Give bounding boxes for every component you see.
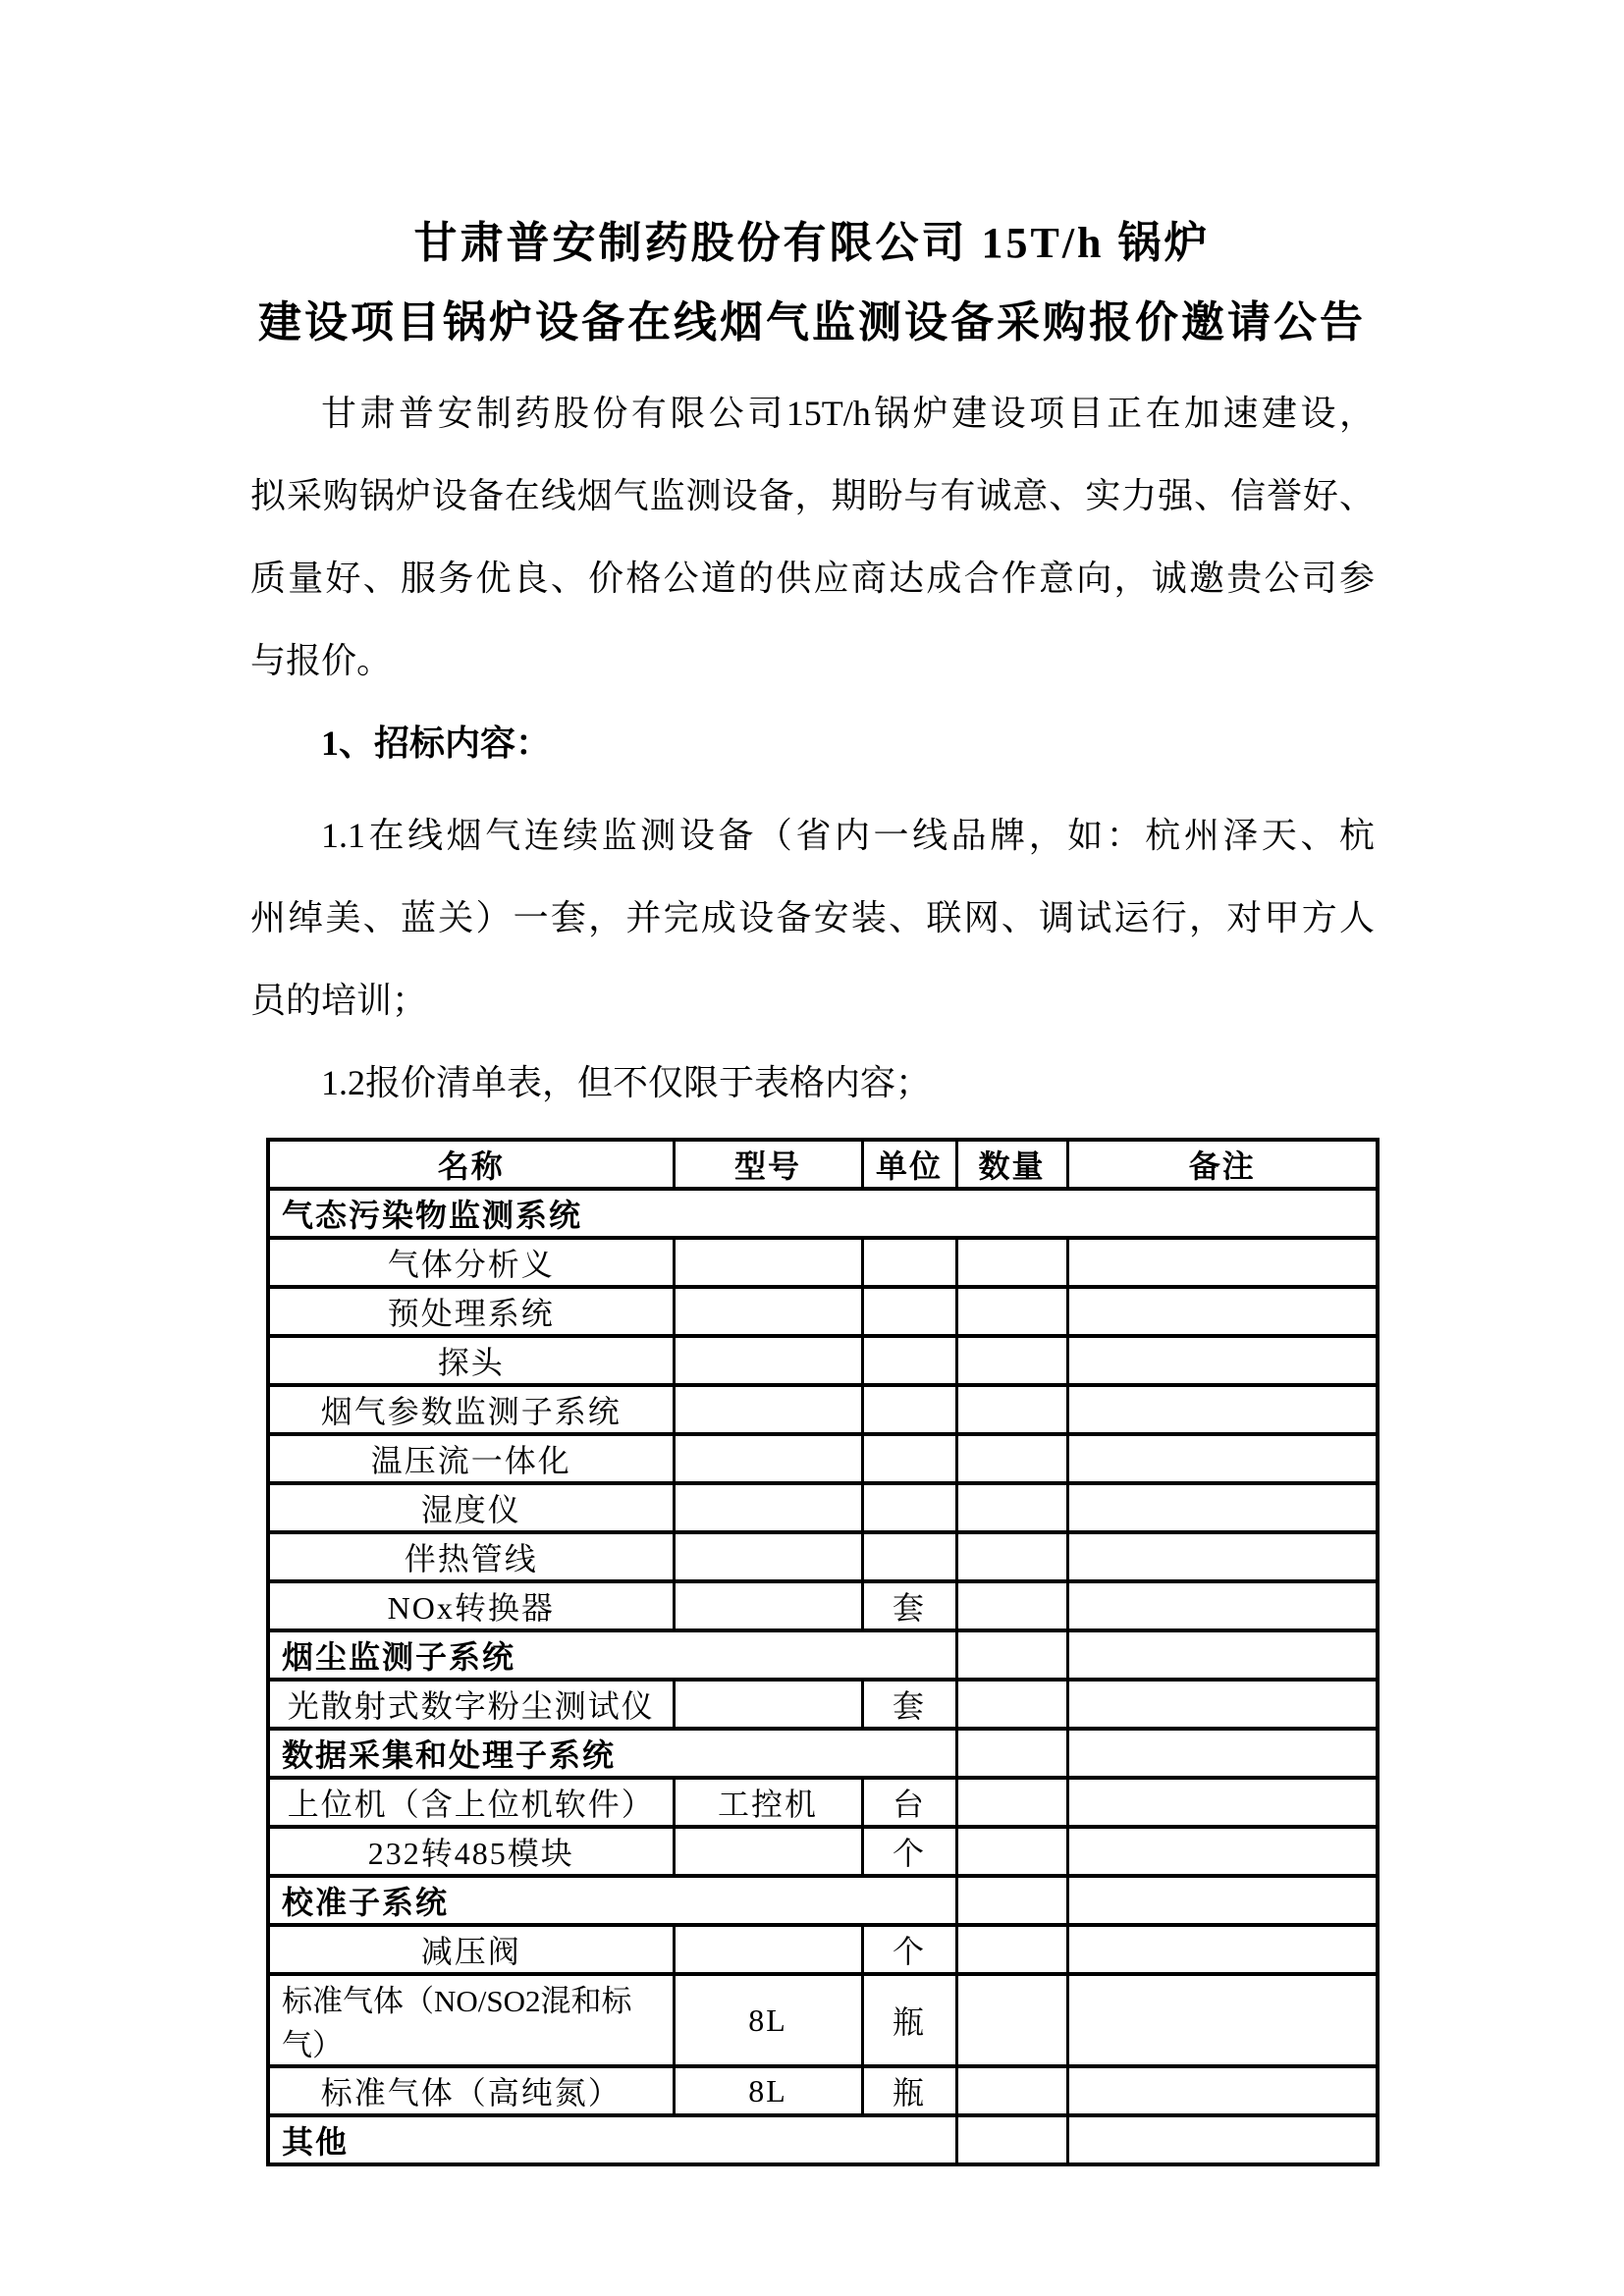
cell-unit <box>862 1532 956 1581</box>
paragraph-line: 员的培训； <box>250 981 428 1020</box>
table-row-item <box>268 1483 1378 1532</box>
cell-model <box>674 1287 862 1336</box>
cell-model: 8L <box>674 1974 862 2066</box>
cell-unit: 套 <box>862 1581 956 1630</box>
cell-qty <box>956 1532 1067 1581</box>
cell-name: 光散射式数字粉尘测试仪 <box>268 1680 674 1729</box>
cell-name: 探头 <box>268 1336 674 1385</box>
cell-note <box>1067 2115 1378 2164</box>
table-row-item <box>268 1680 1378 1729</box>
cell-name: 烟气参数监测子系统 <box>268 1385 674 1434</box>
table-row-section <box>268 1189 1378 1238</box>
cell-name: 预处理系统 <box>268 1287 674 1336</box>
cell-model: 工控机 <box>674 1778 862 1827</box>
cell-note <box>1067 1827 1378 1876</box>
cell-note <box>1067 2066 1378 2115</box>
cell-note <box>1067 1974 1378 2066</box>
table-row-section <box>268 1729 1378 1778</box>
cell-note <box>1067 1630 1378 1680</box>
cell-qty <box>956 1876 1067 1925</box>
cell-qty <box>956 1434 1067 1483</box>
cell-qty <box>956 1729 1067 1778</box>
cell-note <box>1067 1778 1378 1827</box>
cell-section-name: 烟尘监测子系统 <box>268 1630 956 1680</box>
column-header-name: 名称 <box>268 1140 674 1189</box>
cell-qty <box>956 1336 1067 1385</box>
cell-unit <box>862 1336 956 1385</box>
table-row-item <box>268 1925 1378 1974</box>
cell-note <box>1067 1483 1378 1532</box>
cell-name: 湿度仪 <box>268 1483 674 1532</box>
cell-qty <box>956 1974 1067 2066</box>
cell-note <box>1067 1287 1378 1336</box>
cell-note <box>1067 1729 1378 1778</box>
cell-name: 减压阀 <box>268 1925 674 1974</box>
table-row-item <box>268 1336 1378 1385</box>
paragraph-line: 1.1在线烟气连续监测设备（省内一线品牌，如：杭州泽天、杭 <box>321 816 1375 855</box>
document-title-line-1: 甘肃普安制药股份有限公司 15T/h 锅炉 <box>413 219 1211 267</box>
cell-section-name: 气态污染物监测系统 <box>268 1189 1378 1238</box>
table-row-item <box>268 1581 1378 1630</box>
table-row-item <box>268 2066 1378 2115</box>
column-header-qty: 数量 <box>956 1140 1067 1189</box>
cell-model <box>674 1925 862 1974</box>
cell-qty <box>956 1925 1067 1974</box>
cell-model <box>674 1336 862 1385</box>
cell-unit <box>862 1483 956 1532</box>
table-row-section <box>268 1876 1378 1925</box>
table-row-item <box>268 1532 1378 1581</box>
paragraph-line: 拟采购锅炉设备在线烟气监测设备，期盼与有诚意、实力强、信誉好、 <box>250 476 1375 515</box>
cell-qty <box>956 1630 1067 1680</box>
cell-section-name: 数据采集和处理子系统 <box>268 1729 956 1778</box>
table-row-item <box>268 1827 1378 1876</box>
cell-model <box>674 1581 862 1630</box>
cell-model <box>674 1434 862 1483</box>
cell-section-name: 其他 <box>268 2115 956 2164</box>
cell-model <box>674 1680 862 1729</box>
table-row-section <box>268 2115 1378 2164</box>
cell-unit: 个 <box>862 1925 956 1974</box>
cell-qty <box>956 2115 1067 2164</box>
cell-note <box>1067 1581 1378 1630</box>
cell-section-name: 校准子系统 <box>268 1876 956 1925</box>
paragraph-line: 甘肃普安制药股份有限公司15T/h锅炉建设项目正在加速建设， <box>321 394 1375 433</box>
cell-note <box>1067 1680 1378 1729</box>
cell-name: NOx转换器 <box>268 1581 674 1630</box>
table-row-item <box>268 1238 1378 1287</box>
cell-note <box>1067 1336 1378 1385</box>
cell-qty <box>956 1778 1067 1827</box>
cell-qty <box>956 1287 1067 1336</box>
table-row-item <box>268 1385 1378 1434</box>
cell-model <box>674 1827 862 1876</box>
cell-name: 232转485模块 <box>268 1827 674 1876</box>
cell-note <box>1067 1876 1378 1925</box>
cell-model: 8L <box>674 2066 862 2115</box>
paragraph-line: 与报价。 <box>250 641 393 680</box>
cell-unit: 瓶 <box>862 2066 956 2115</box>
quotation-table <box>266 1138 1380 2166</box>
cell-unit: 套 <box>862 1680 956 1729</box>
cell-unit <box>862 1434 956 1483</box>
column-header-note: 备注 <box>1067 1140 1378 1189</box>
document-title-line-2: 建设项目锅炉设备在线烟气监测设备采购报价邀请公告 <box>258 298 1366 347</box>
cell-name: 气体分析义 <box>268 1238 674 1287</box>
column-header-model: 型号 <box>674 1140 862 1189</box>
cell-name: 伴热管线 <box>268 1532 674 1581</box>
cell-name: 温压流一体化 <box>268 1434 674 1483</box>
cell-unit: 台 <box>862 1778 956 1827</box>
cell-qty <box>956 1581 1067 1630</box>
table-row-item <box>268 1778 1378 1827</box>
cell-unit <box>862 1287 956 1336</box>
cell-model <box>674 1532 862 1581</box>
cell-unit <box>862 1385 956 1434</box>
cell-model <box>674 1238 862 1287</box>
paragraph-line: 州绰美、蓝关）一套，并完成设备安装、联网、调试运行，对甲方人 <box>250 898 1375 937</box>
cell-model <box>674 1483 862 1532</box>
cell-note <box>1067 1434 1378 1483</box>
cell-qty <box>956 1680 1067 1729</box>
cell-name: 上位机（含上位机软件） <box>268 1778 674 1827</box>
table-row-item <box>268 1974 1378 2066</box>
cell-name: 标准气体（NO/SO2混和标 气） <box>268 1974 674 2066</box>
cell-qty <box>956 2066 1067 2115</box>
cell-unit: 个 <box>862 1827 956 1876</box>
document-body <box>250 372 1375 1124</box>
cell-qty <box>956 1238 1067 1287</box>
paragraph-line: 1.2报价清单表，但不仅限于表格内容； <box>321 1063 932 1102</box>
section-heading: 1、招标内容： <box>321 723 552 763</box>
cell-note <box>1067 1532 1378 1581</box>
table-header-row <box>268 1140 1378 1189</box>
column-header-unit: 单位 <box>862 1140 956 1189</box>
cell-unit: 瓶 <box>862 1974 956 2066</box>
cell-note <box>1067 1385 1378 1434</box>
cell-note <box>1067 1238 1378 1287</box>
cell-note <box>1067 1925 1378 1974</box>
cell-name: 标准气体（高纯氮） <box>268 2066 674 2115</box>
cell-qty <box>956 1483 1067 1532</box>
cell-qty <box>956 1827 1067 1876</box>
cell-model <box>674 1385 862 1434</box>
table-row-item <box>268 1434 1378 1483</box>
cell-qty <box>956 1385 1067 1434</box>
cell-unit <box>862 1238 956 1287</box>
table-row-item <box>268 1287 1378 1336</box>
table-row-section <box>268 1630 1378 1680</box>
paragraph-line: 质量好、服务优良、价格公道的供应商达成合作意向，诚邀贵公司参 <box>250 559 1375 598</box>
